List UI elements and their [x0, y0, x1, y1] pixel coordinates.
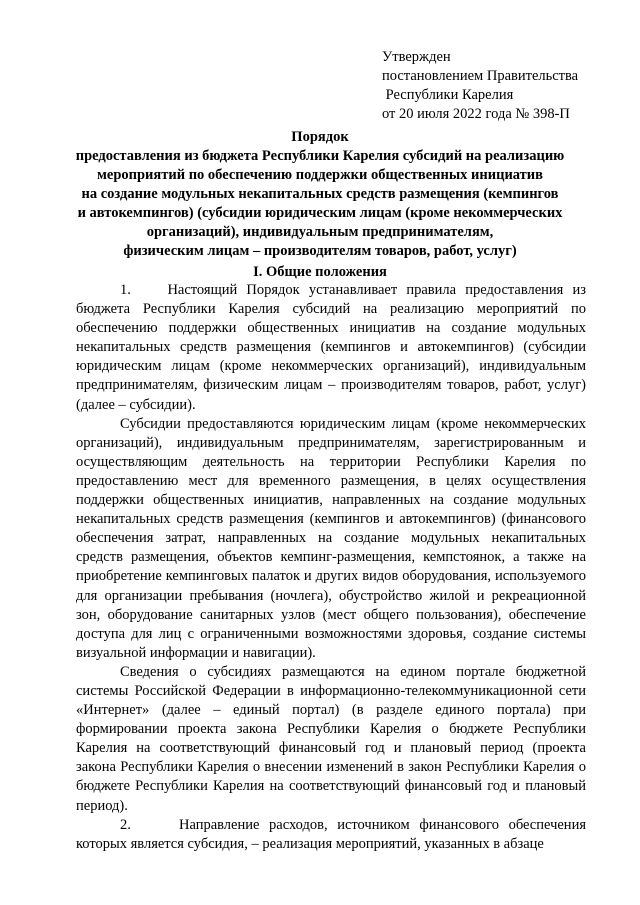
document-title: [60, 128, 580, 261]
title-line: на создание модульных некапитальных средств размещения (кемпингов: [81, 186, 559, 202]
document-body: [76, 281, 586, 854]
approval-line: от 20 июля 2022 года № 398-П: [382, 106, 570, 122]
approval-line: Утвержден: [382, 49, 451, 65]
paragraph: Сведения о субсидиях размещаются на едином портале бюджетной системы Российской Федерации в информационно-телекоммуникационной сети «Интернет» (далее – единый портал) (в разделе единого портала) при формировании проекта закона Республики Карелия о бюджете Республики Карелия на соответствующий финансовый год и плановый период (проекта закона Республики Карелия о внесении изменений в закон Республики Карелия о бюджете Республики Карелия на соответствующий финансовый год и плановый период).: [76, 663, 586, 814]
approval-line: Республики Карелия: [382, 87, 514, 103]
paragraph: Субсидии предоставляются юридическим лицам (кроме некоммерческих организаций), индивидуальным предпринимателям, зарегистрированным и осуществляющим деятельность на территории Республики Карелия по предоставлению мест для временного размещения, в целях осуществления поддержки общественных инициатив, направленных на создание модульных некапитальных средств размещения (кемпингов и автокемпингов) (финансового обеспечения затрат, направленных на создание модульных некапитальных средств размещения, объектов кемпинг-размещения, кемпстоянок, а также на приобретение кемпинговых палаток и других видов оборудования, используемого для организации пребывания (ночлега), обустройство жилой и рекреационной зон, оборудование санитарных узлов (мест общего пользования), обеспечение доступа для лиц с ограниченными возможностями здоровья, создание системы визуальной информации и навигации).: [76, 415, 586, 661]
title-line: и автокемпингов) (субсидии юридическим лицам (кроме некоммерческих: [77, 205, 563, 221]
approval-stamp: [382, 48, 578, 124]
title-line: мероприятий по обеспечению поддержки общественных инициатив: [97, 167, 543, 183]
title-line: организаций), индивидуальным предпринимателям,: [146, 224, 494, 240]
paragraph: 1. Настоящий Порядок устанавливает правила предоставления из бюджета Республики Карелия субсидий на реализацию мероприятий по обеспечению поддержки общественных инициатив на создание модульных некапитальных средств размещения (кемпингов и автокемпингов) (субсидии юридическим лицам (кроме некоммерческих организаций), индивидуальным предпринимателям, физическим лицам – производителям товаров, работ, услуг) (далее – субсидии).: [76, 282, 586, 413]
title-heading: Порядок: [291, 129, 349, 145]
title-line: физическим лицам – производителям товаров, работ, услуг): [123, 243, 517, 259]
approval-line: постановлением Правительства: [382, 68, 579, 84]
section-heading: I. Общие положения: [253, 264, 387, 280]
paragraph: 2. Направление расходов, источником финансового обеспечения которых является субсидия, – реализация мероприятий, указанных в абзаце: [76, 816, 586, 852]
title-line: предоставления из бюджета Республики Карелия субсидий на реализацию: [75, 148, 565, 164]
